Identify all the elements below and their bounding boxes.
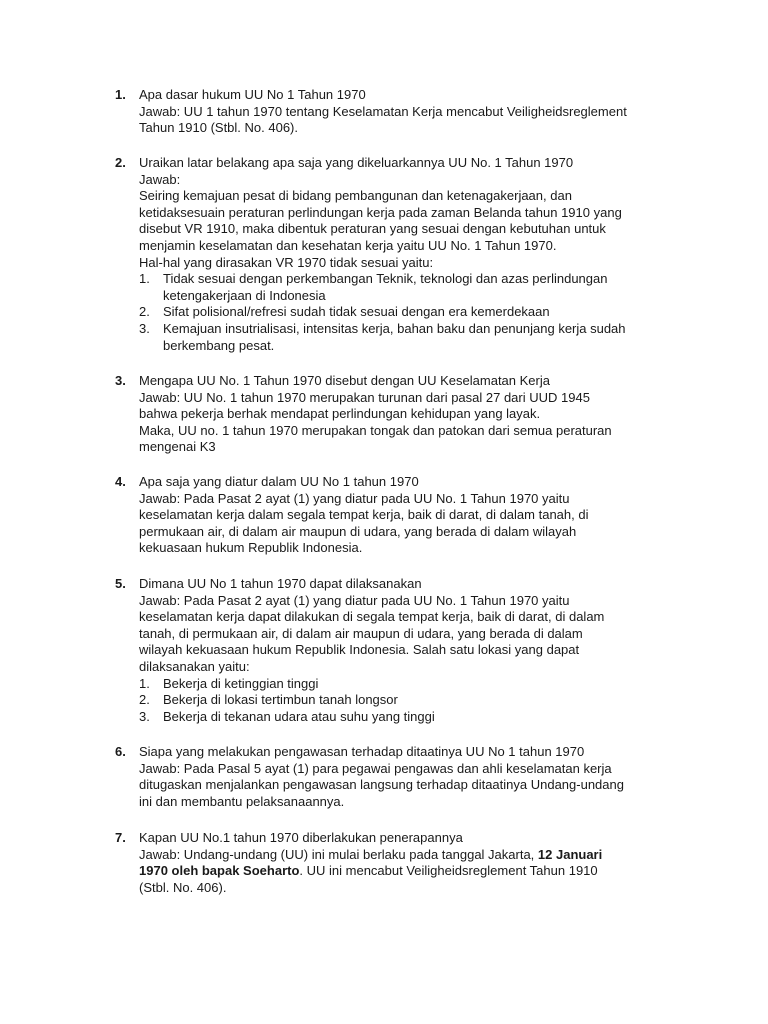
- qa-item-1: [115, 87, 675, 137]
- sublist-item: [139, 692, 675, 709]
- answer-line: Jawab: Pada Pasat 2 ayat (1) yang diatur pada UU No. 1 Tahun 1970 yaitu: [139, 592, 570, 608]
- question: Uraikan latar belakang apa saja yang dikeluarkannya UU No. 1 Tahun 1970: [139, 155, 574, 170]
- answer-line: keselamatan kerja dapat dilakukan di segala tempat kerja, baik di darat, di dalam: [139, 609, 605, 625]
- answer-bold-signer: 1970 oleh bapak Soeharto: [139, 863, 300, 879]
- answer-line: Jawab: Pada Pasal 5 ayat (1) para pegawai pengawas dan ahli keselamatan kerja: [139, 760, 612, 776]
- item-number: 1.: [115, 87, 126, 102]
- item-number: 2.: [115, 155, 126, 170]
- answer-line: Tahun 1910 (Stbl. No. 406).: [139, 120, 298, 136]
- answer-line: Jawab: UU No. 1 tahun 1970 merupakan turunan dari pasal 27 dari UUD 1945: [139, 389, 590, 405]
- answer-line: disebut VR 1910, maka dibentuk peraturan yang sesuai dengan kebutuhan untuk: [139, 221, 606, 237]
- qa-item-7: [115, 830, 675, 896]
- answer-line: keselamatan kerja dalam segala tempat kerja, baik di darat, di dalam tanah, di: [139, 507, 589, 523]
- sublist-item: [139, 676, 675, 693]
- item-number: 5.: [115, 576, 126, 591]
- answer-line: permukaan air, di dalam air maupun di udara, yang berada di dalam wilayah: [139, 523, 577, 539]
- answer-text: . UU ini mencabut Veiligheidsreglement Tahun 1910: [299, 863, 598, 879]
- sublist-line: Sifat polisional/refresi sudah tidak sesuai dengan era kemerdekaan: [163, 304, 550, 320]
- sublist-line: Tidak sesuai dengan perkembangan Teknik, teknologi dan azas perlindungan: [163, 271, 608, 287]
- answer-text: Jawab: Undang-undang (UU) ini mulai berlaku pada tanggal Jakarta,: [139, 846, 538, 862]
- sublist-line: Bekerja di lokasi tertimbun tanah longsor: [163, 692, 398, 708]
- answer-line: kekuasaan hukum Republik Indonesia.: [139, 540, 363, 556]
- item-number: 3.: [115, 373, 126, 388]
- answer-line: menjamin keselamatan dan kesehatan kerja yaitu UU No. 1 Tahun 1970.: [139, 237, 557, 253]
- question: Siapa yang melakukan pengawasan terhadap ditaatinya UU No 1 tahun 1970: [139, 744, 585, 759]
- question: Dimana UU No 1 tahun 1970 dapat dilaksanakan: [139, 576, 422, 591]
- answer-line: mengenai K3: [139, 439, 216, 455]
- qa-item-2: [115, 155, 675, 354]
- answer-line: [139, 847, 675, 864]
- sublist-number: 3.: [139, 320, 150, 336]
- answer-line: Maka, UU no. 1 tahun 1970 merupakan tongak dan patokan dari semua peraturan: [139, 422, 612, 438]
- qa-item-3: [115, 373, 675, 456]
- answer-line: ketidaksesuain peraturan perlindungan kerja pada zaman Belanda tahun 1910 yang: [139, 204, 622, 220]
- answer-line: [139, 863, 675, 880]
- sublist-number: 3.: [139, 708, 150, 724]
- answer-line: Hal-hal yang dirasakan VR 1970 tidak sesuai yaitu:: [139, 254, 434, 270]
- answer-line: tanah, di permukaan air, di dalam air maupun di udara, yang berada di dalam: [139, 625, 583, 641]
- sublist-line: Bekerja di tekanan udara atau suhu yang tinggi: [163, 708, 435, 724]
- answer-line: bahwa pekerja berhak mendapat perlindungan kehidupan yang layak.: [139, 406, 541, 422]
- item-number: 7.: [115, 830, 126, 845]
- answer-line: Jawab: Pada Pasat 2 ayat (1) yang diatur pada UU No. 1 Tahun 1970 yaitu: [139, 490, 570, 506]
- sublist-line: berkembang pesat.: [163, 337, 275, 353]
- item-number: 4.: [115, 474, 126, 489]
- question: Apa dasar hukum UU No 1 Tahun 1970: [139, 87, 366, 102]
- answer-line: wilayah kekuasaan hukum Republik Indonesia. Salah satu lokasi yang dapat: [139, 642, 580, 658]
- sublist-number: 1.: [139, 271, 150, 287]
- answer-bold-date: 12 Januari: [537, 846, 603, 862]
- answer-line: dilaksanakan yaitu:: [139, 658, 250, 674]
- answer-line: ditugaskan menjalankan pengawasan langsung terhadap ditaatinya Undang-undang: [139, 777, 624, 793]
- sublist-number: 2.: [139, 304, 150, 320]
- qa-item-5: [115, 576, 675, 725]
- qa-item-4: [115, 474, 675, 557]
- answer-line: Jawab: UU 1 tahun 1970 tentang Keselamatan Kerja mencabut Veiligheidsreglement: [139, 103, 627, 119]
- question: Kapan UU No.1 tahun 1970 diberlakukan penerapannya: [139, 830, 463, 845]
- sublist-item: [139, 321, 675, 354]
- question: Mengapa UU No. 1 Tahun 1970 disebut dengan UU Keselamatan Kerja: [139, 373, 550, 388]
- answer-line: Jawab:: [139, 171, 181, 187]
- answer-line: Seiring kemajuan pesat di bidang pembangunan dan ketenagakerjaan, dan: [139, 188, 572, 204]
- sublist-line: ketengakerjaan di Indonesia: [163, 287, 326, 303]
- qa-item-6: [115, 744, 675, 810]
- answer-line: (Stbl. No. 406).: [139, 879, 227, 895]
- item-number: 6.: [115, 744, 126, 759]
- sublist-item: [139, 271, 675, 304]
- sublist-line: Kemajuan insutrialisasi, intensitas kerja, bahan baku dan penunjang kerja sudah: [163, 320, 626, 336]
- sublist-item: [139, 709, 675, 726]
- question: Apa saja yang diatur dalam UU No 1 tahun 1970: [139, 474, 419, 489]
- sublist-line: Bekerja di ketinggian tinggi: [163, 675, 319, 691]
- sublist-item: [139, 304, 675, 321]
- answer-line: ini dan membantu pelaksanaannya.: [139, 793, 345, 809]
- sublist-number: 1.: [139, 675, 150, 691]
- sublist-number: 2.: [139, 692, 150, 708]
